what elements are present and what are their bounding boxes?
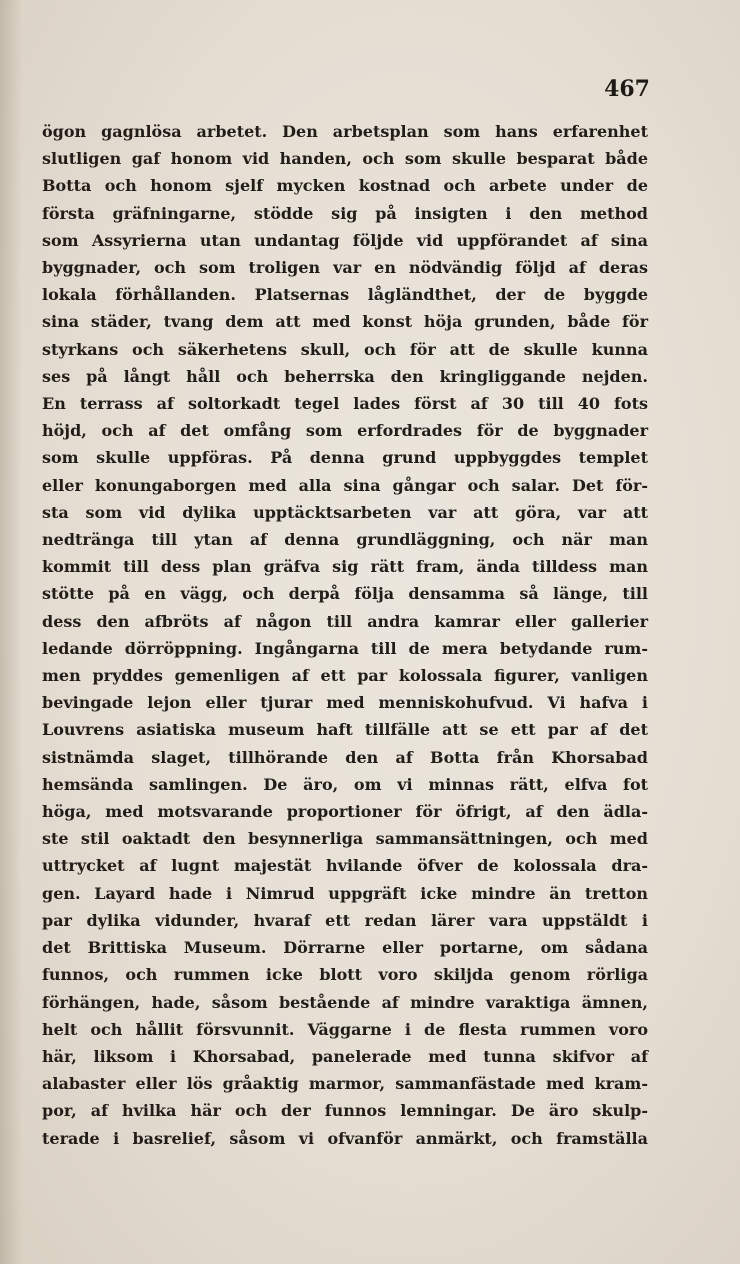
text-line: hemsända samlingen. De äro, om vi minnas rätt, elfva fot <box>42 774 648 794</box>
page-gutter-shadow <box>0 0 22 1264</box>
text-line: alabaster eller lös gråaktig marmor, sammanfästade med kram- <box>42 1074 648 1094</box>
text-line: det Brittiska Museum. Dörrarne eller portarne, om sådana <box>42 938 648 958</box>
text-line: ledande dörröppning. Ingångarna till de mera betydande rum- <box>42 638 648 658</box>
text-line: stötte på en vägg, och derpå följa densamma så länge, till <box>42 584 648 604</box>
text-line: ögon gagnlösa arbetet. Den arbetsplan som hans erfarenhet <box>42 122 648 141</box>
text-line: por, af hvilka här och der funnos lemningar. De äro skulp- <box>42 1101 648 1121</box>
text-line: En terrass af soltorkadt tegel lades först af 30 till 40 fots <box>42 394 648 414</box>
text-line: första gräfningarne, stödde sig på insigten i den method <box>42 203 648 223</box>
text-line: lokala förhållanden. Platsernas lågländthet, der de byggde <box>42 285 648 305</box>
text-line: uttrycket af lugnt majestät hvilande öfver de kolossala dra- <box>42 856 648 876</box>
text-line: bevingade lejon eller tjurar med menniskohufvud. Vi hafva i <box>42 693 648 713</box>
text-line: höga, med motsvarande proportioner för öfrigt, af den ädla- <box>42 802 648 822</box>
text-line: gen. Layard hade i Nimrud uppgräft icke mindre än tretton <box>42 883 648 903</box>
body-text <box>42 118 648 1152</box>
text-line: eller konungaborgen med alla sina gångar och salar. Det för- <box>42 475 648 495</box>
text-line: slutligen gaf honom vid handen, och som skulle besparat både <box>42 149 648 169</box>
text-line: par dylika vidunder, hvaraf ett redan lärer vara uppstäldt i <box>42 910 648 930</box>
text-line: sistnämda slaget, tillhörande den af Botta från Khorsabad <box>42 747 648 767</box>
text-line: styrkans och säkerhetens skull, och för att de skulle kunna <box>42 339 648 359</box>
page-number: 467 <box>604 76 650 102</box>
text-line: Louvrens asiatiska museum haft tillfälle att se ett par af det <box>42 720 648 740</box>
text-line: ses på långt håll och beherrska den kringliggande nejden. <box>42 366 648 386</box>
text-line: som Assyrierna utan undantag följde vid uppförandet af sina <box>42 230 648 250</box>
text-line: terade i basrelief, såsom vi ofvanför anmärkt, och framställa <box>42 1128 648 1148</box>
text-line: sina städer, tvang dem att med konst höja grunden, både för <box>42 312 648 332</box>
text-line: dess den afbröts af någon till andra kamrar eller gallerier <box>42 611 648 631</box>
text-line: byggnader, och som troligen var en nödvändig följd af deras <box>42 258 648 278</box>
text-line: förhängen, hade, såsom bestående af mindre varaktiga ämnen, <box>42 992 648 1012</box>
text-line: Botta och honom sjelf mycken kostnad och arbete under de <box>42 176 648 196</box>
text-line: kommit till dess plan gräfva sig rätt fram, ända tilldess man <box>42 557 648 577</box>
text-line: ste stil oaktadt den besynnerliga sammansättningen, och med <box>42 829 648 849</box>
text-line: höjd, och af det omfång som erfordrades för de byggnader <box>42 421 648 441</box>
text-line: nedtränga till ytan af denna grundläggning, och när man <box>42 530 648 550</box>
text-line: funnos, och rummen icke blott voro skiljda genom rörliga <box>42 965 648 985</box>
text-line: här, liksom i Khorsabad, panelerade med tunna skifvor af <box>42 1046 648 1066</box>
text-line: som skulle uppföras. På denna grund uppbyggdes templet <box>42 448 648 468</box>
text-line: helt och hållit försvunnit. Väggarne i de flesta rummen voro <box>42 1019 648 1039</box>
text-line: sta som vid dylika upptäcktsarbeten var att göra, var att <box>42 502 648 522</box>
text-line: men pryddes gemenligen af ett par kolossala figurer, vanligen <box>42 666 648 686</box>
